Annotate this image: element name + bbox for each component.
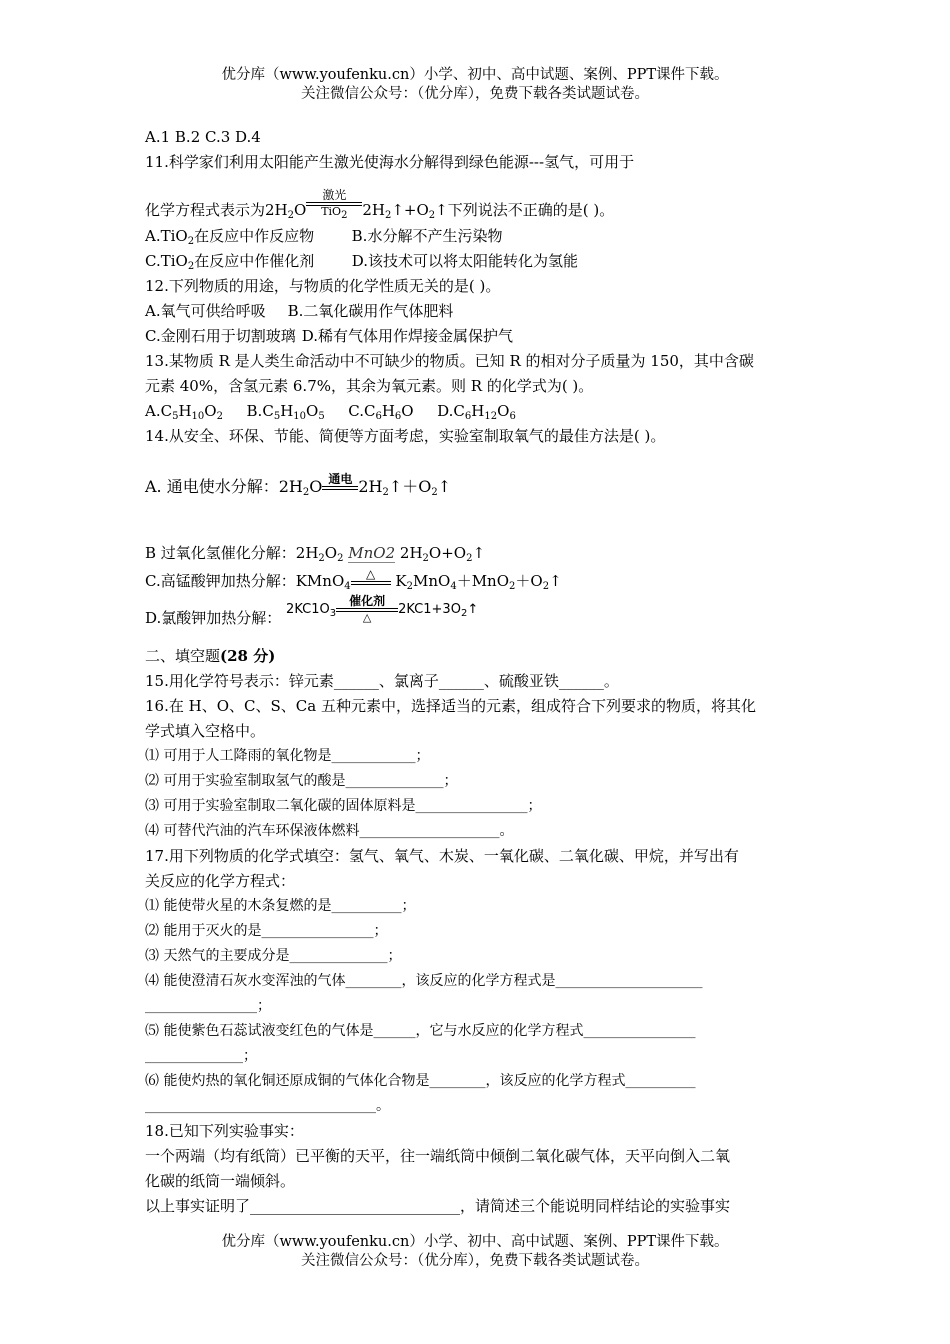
q13-option-d: $D.C_6H_{12}O_6$ [437, 402, 516, 422]
q12-option-a: A.氧气可供给呼吸 [145, 302, 266, 320]
q18-conclusion: 以上事实证明了____________________________，请简述三个能说明同样结论的实验事实 [145, 1197, 731, 1215]
q11-stem-line1: 11.科学家们利用太阳能产生激光使海水分解得到绿色能源---氢气，可用于 [145, 153, 635, 171]
q17-item-5-line2: ______________； [145, 1048, 257, 1064]
q17-item-3: ⑶ 天然气的主要成分是______________； [145, 948, 402, 964]
q14-a-condition: 通电 [322, 473, 358, 490]
q11-options-row2 [145, 251, 578, 271]
q18-fact-line1: 一个两端（均有纸筒）已平衡的天平，往一端纸筒中倾倒二氧化碳气体，天平向倒入二氧 [145, 1147, 731, 1165]
q12-options-row2 [145, 326, 513, 346]
q16-item-1: ⑴ 可用于人工降雨的氧化物是____________； [145, 748, 430, 764]
q13-stem-line1: 13.某物质 R 是人类生命活动中不可缺少的物质。已知 R 的相对分子质量为 150，其中含碳 [145, 352, 754, 370]
q16-item-4: ⑷ 可替代汽油的汽车环保液体燃料____________________。 [145, 823, 514, 839]
footer-line-2: 关注微信公众号：（优分库），免费下载各类试题试卷。 [301, 1253, 649, 1269]
q17-item-1: ⑴ 能使带火星的木条复燃的是__________； [145, 898, 416, 914]
q12-option-b: B.二氧化碳用作气体肥料 [287, 302, 454, 320]
q17-stem-line1: 17.用下列物质的化学式填空：氢气、氧气、木炭、一氧化碳、二氧化碳、甲烷，并写出有 [145, 847, 739, 865]
q12-options-row1 [145, 301, 453, 321]
q12-stem: 12.下列物质的用途，与物质的化学性质无关的是( )。 [145, 277, 501, 295]
q13-option-a: $A.C_5H_{10}O_2$ [145, 402, 223, 422]
q17-item-5-line1: ⑸ 能使紫色石蕊试液变红色的气体是______，它与水反应的化学方程式________________ [145, 1023, 696, 1039]
page-footer [0, 1233, 950, 1271]
q17-item-6-line2: _________________________________。 [145, 1098, 390, 1114]
section-2-title: 二、填空题(28 分) [145, 647, 276, 665]
q14-option-d: D.氯酸钾加热分解： $2KC1O_3$ 催化剂 △ $2KC1+3O_2↑$ [145, 593, 479, 627]
q11-option-a: A.TiO$_2$在反应中作反应物 [145, 227, 315, 247]
q14-b-condition: MnO2 [348, 544, 396, 562]
header-line-1: 优分库（www.youfenku.cn）小学、初中、高中试题、案例、PPT课件下载。 [221, 67, 729, 83]
q14-option-b: B 过氧化氢催化分解：$2H_2O_2$ MnO2 $2H_2O+O_2↑$ [145, 544, 486, 564]
q11-option-c: C.TiO$_2$在反应中作催化剂 [145, 252, 315, 272]
q14-c-condition: △ [351, 568, 391, 585]
q17-item-4-line1: ⑷ 能使澄清石灰水变浑浊的气体________，该反应的化学方程式是_____________________ [145, 973, 703, 989]
q16-item-2: ⑵ 可用于实验室制取氢气的酸是______________； [145, 773, 458, 789]
q11-option-d: D.该技术可以将太阳能转化为氢能 [351, 252, 579, 270]
q11-stem-line2: 化学方程式表示为$2H_2O$ 激光 TiO$_2$ $2H_2↑+O_2↑$下列说法不正确的是( )。 [145, 187, 615, 221]
q17-item-6-line1: ⑹ 能使灼热的氧化铜还原成铜的气体化合物是________，该反应的化学方程式__________ [145, 1073, 696, 1089]
q12-option-d: D.稀有气体用作焊接金属保护气 [301, 327, 513, 345]
q11-reaction-condition: 激光 TiO$_2$ [306, 189, 362, 218]
q14-option-a: A. 通电使水分解：$2H_2O$ 通电 $2H_2↑+O_2↑$ [145, 472, 452, 498]
q14-option-c: C.高锰酸钾加热分解：KMnO$_4$ △ $K_2MnO_4+MnO_2+O_2↑$ [145, 566, 562, 592]
q16-stem-line2: 学式填入空格中。 [145, 722, 266, 740]
q11-option-b: B.水分解不产生污染物 [351, 227, 503, 245]
q15-text: 15.用化学符号表示：锌元素______、氯离子______、硫酸亚铁______。 [145, 672, 619, 690]
q16-item-3: ⑶ 可用于实验室制取二氧化碳的固体原料是________________； [145, 798, 542, 814]
q14-stem: 14.从安全、环保、节能、简便等方面考虑，实验室制取氧气的最佳方法是( )。 [145, 427, 666, 445]
header-line-2: 关注微信公众号：（优分库），免费下载各类试题试卷。 [301, 86, 649, 102]
q17-item-4-line2: ________________； [145, 998, 271, 1014]
q18-fact-line2: 化碳的纸筒一端倾斜。 [145, 1172, 296, 1190]
q17-stem-line2: 关反应的化学方程式： [145, 872, 296, 890]
q13-option-c: $C.C_6H_6O$ [348, 402, 414, 422]
q17-item-2: ⑵ 能用于灭火的是________________； [145, 923, 388, 939]
q12-option-c: C.金刚石用于切割玻璃 [145, 327, 296, 345]
q10-options: A.1 B.2 C.3 D.4 [145, 128, 261, 146]
q11-options-row1 [145, 226, 502, 246]
q16-stem-line1: 16.在 H、O、C、S、Ca 五种元素中，选择适当的元素，组成符合下列要求的物质，将其化 [145, 697, 756, 715]
q13-option-b: $B.C_5H_{10}O_5$ [246, 402, 325, 422]
q18-stem: 18.已知下列实验事实： [145, 1122, 304, 1140]
page-header [0, 66, 950, 104]
footer-line-1: 优分库（www.youfenku.cn）小学、初中、高中试题、案例、PPT课件下载。 [221, 1234, 729, 1250]
q14-d-condition: 催化剂 △ [336, 595, 398, 624]
q13-stem-line2: 元素 40%，含氢元素 6.7%，其余为氧元素。则 R 的化学式为( )。 [145, 377, 594, 395]
q13-options [145, 401, 516, 421]
